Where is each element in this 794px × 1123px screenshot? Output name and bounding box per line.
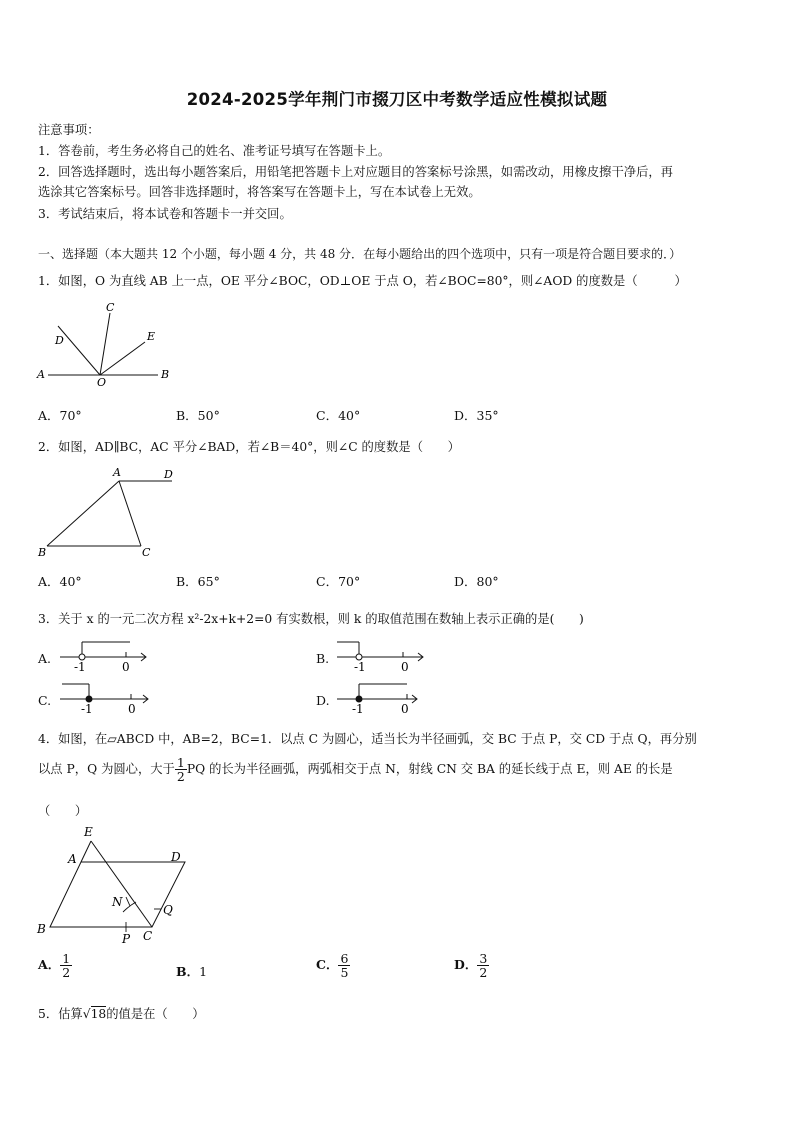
q2-stem: 2．如图，AD∥BC，AC 平分∠BAD，若∠B＝40°，则∠C 的度数是（ ） xyxy=(38,440,460,454)
q4-figure xyxy=(30,822,200,952)
q4-option-b-label: B． xyxy=(176,964,200,979)
q4-option-a-label: A． xyxy=(38,957,61,972)
q5-stem xyxy=(38,1004,205,1022)
q4-c-num: 6 xyxy=(340,951,349,966)
q3-b-tick-0: 0 xyxy=(401,660,409,674)
sqrt-radical-icon: √ xyxy=(82,1007,91,1021)
q3-option-b-label[interactable]: B. xyxy=(316,651,330,666)
q5-stem-post: 的值是在（ ） xyxy=(106,1007,205,1021)
q4-label-E: E xyxy=(84,825,93,839)
q4-option-b[interactable] xyxy=(176,962,207,980)
q1-label-C: C xyxy=(106,301,115,314)
notice-item-2-cont: 选涂其它答案标号。回答非选择题时，将答案写在答题卡上，写在本试卷上无效。 xyxy=(38,185,481,199)
q3-d-tick-0: 0 xyxy=(401,702,409,716)
q3-a-tick-neg1: -1 xyxy=(74,660,86,674)
q1-label-B: B xyxy=(161,368,170,381)
q1-stem: 1．如图，O 为直线 AB 上一点，OE 平分∠BOC，OD⊥OE 于点 O，若∠BOC=80°，则∠AOD 的度数是（ ） xyxy=(38,274,687,288)
notice-item-2: 2．回答选择题时，选出每小题答案后，用铅笔把答题卡上对应题目的答案标号涂黑，如需改动，用橡皮擦干净后，再 xyxy=(38,165,673,179)
q4-option-b-value: 1 xyxy=(199,964,208,979)
q4-label-N: N xyxy=(112,895,123,909)
q4-a-den: 2 xyxy=(62,965,71,980)
q1-option-a[interactable]: A．70° xyxy=(38,408,82,423)
q4-label-B: B xyxy=(37,922,46,936)
q4-stem-post: PQ 的长为半径画弧，两弧相交于点 N，射线 CN 交 BA 的延长线于点 E，则 AE 的长是 xyxy=(186,762,673,776)
q4-stem-pre: 以点 P，Q 为圆心，大于 xyxy=(38,762,175,776)
q5-stem-pre: 5．估算 xyxy=(38,1007,83,1021)
q4-frac-num: 1 xyxy=(176,755,185,770)
q4-option-a[interactable] xyxy=(38,952,72,979)
q3-option-c-label[interactable]: C. xyxy=(38,693,52,708)
q4-c-den: 5 xyxy=(340,965,349,980)
q4-label-A: A xyxy=(68,852,77,866)
q1-figure xyxy=(30,298,190,390)
q3-numberline-b[interactable] xyxy=(337,640,429,674)
q2-label-B: B xyxy=(38,546,47,559)
q3-numberline-d[interactable] xyxy=(337,682,429,716)
q3-b-tick-neg1: -1 xyxy=(354,660,366,674)
q2-figure xyxy=(30,462,190,562)
q1-label-A: A xyxy=(37,368,45,381)
q5-sqrt xyxy=(83,1007,107,1021)
q2-option-d[interactable]: D．80° xyxy=(454,574,499,589)
section-heading: 一、选择题（本大题共 12 个小题，每小题 4 分，共 48 分．在每小题给出的四个选项中，只有一项是符合题目要求的．） xyxy=(38,247,682,261)
q4-option-a-fraction xyxy=(60,952,72,979)
q1-option-d[interactable]: D．35° xyxy=(454,408,499,423)
q4-option-c-fraction xyxy=(338,952,350,979)
q1-option-b[interactable]: B．50° xyxy=(176,408,220,423)
q4-d-num: 3 xyxy=(479,951,488,966)
q1-label-O: O xyxy=(97,376,107,389)
q4-label-D: D xyxy=(171,850,181,864)
q3-c-tick-0: 0 xyxy=(128,702,136,716)
q3-option-a-label[interactable]: A. xyxy=(38,651,52,666)
q2-label-A: A xyxy=(113,466,121,479)
q4-stem-line2 xyxy=(38,756,673,783)
q3-numberline-c[interactable] xyxy=(60,682,152,716)
q4-option-d[interactable] xyxy=(454,952,489,979)
notice-heading: 注意事项： xyxy=(38,123,100,137)
q1-label-E: E xyxy=(147,330,156,343)
q3-numberline-a[interactable] xyxy=(60,640,152,674)
page-title: 2024-2025学年荆门市掇刀区中考数学适应性模拟试题 xyxy=(186,90,608,109)
q4-label-P: P xyxy=(122,932,131,946)
q4-stem-line1: 4．如图，在▱ABCD 中，AB=2，BC=1．以点 C 为圆心，适当长为半径画弧，交 BC 于点 P，交 CD 于点 Q，再分别 xyxy=(38,732,697,746)
q1-label-D: D xyxy=(55,334,64,347)
q4-option-c[interactable] xyxy=(316,952,350,979)
q4-option-d-fraction xyxy=(477,952,489,979)
q2-label-D: D xyxy=(164,468,173,481)
q3-option-d-label[interactable]: D. xyxy=(316,693,330,708)
q2-option-c[interactable]: C．70° xyxy=(316,574,361,589)
q1-option-c[interactable]: C．40° xyxy=(316,408,361,423)
q3-c-tick-neg1: -1 xyxy=(81,702,93,716)
q2-label-C: C xyxy=(142,546,151,559)
q4-a-num: 1 xyxy=(62,951,71,966)
q3-d-tick-neg1: -1 xyxy=(352,702,364,716)
q3-stem: 3．关于 x 的一元二次方程 x²-2x+k+2=0 有实数根，则 k 的取值范围在数轴上表示正确的是( ) xyxy=(38,612,584,626)
q2-option-b[interactable]: B．65° xyxy=(176,574,220,589)
q4-frac-den: 2 xyxy=(176,769,185,784)
q4-stem-fraction xyxy=(175,756,187,783)
notice-item-3: 3．考试结束后，将本试卷和答题卡一并交回。 xyxy=(38,207,292,221)
q4-option-c-label: C． xyxy=(316,957,339,972)
q4-paren: （ ） xyxy=(38,804,88,818)
q2-option-a[interactable]: A．40° xyxy=(38,574,82,589)
q4-d-den: 2 xyxy=(479,965,488,980)
q4-label-C: C xyxy=(143,929,153,943)
notice-item-1: 1．答卷前，考生务必将自己的姓名、准考证号填写在答题卡上。 xyxy=(38,144,391,158)
q3-a-tick-0: 0 xyxy=(122,660,130,674)
q4-option-d-label: D． xyxy=(454,957,478,972)
q4-label-Q: Q xyxy=(163,903,173,917)
q5-radicand: 18 xyxy=(90,1007,107,1021)
